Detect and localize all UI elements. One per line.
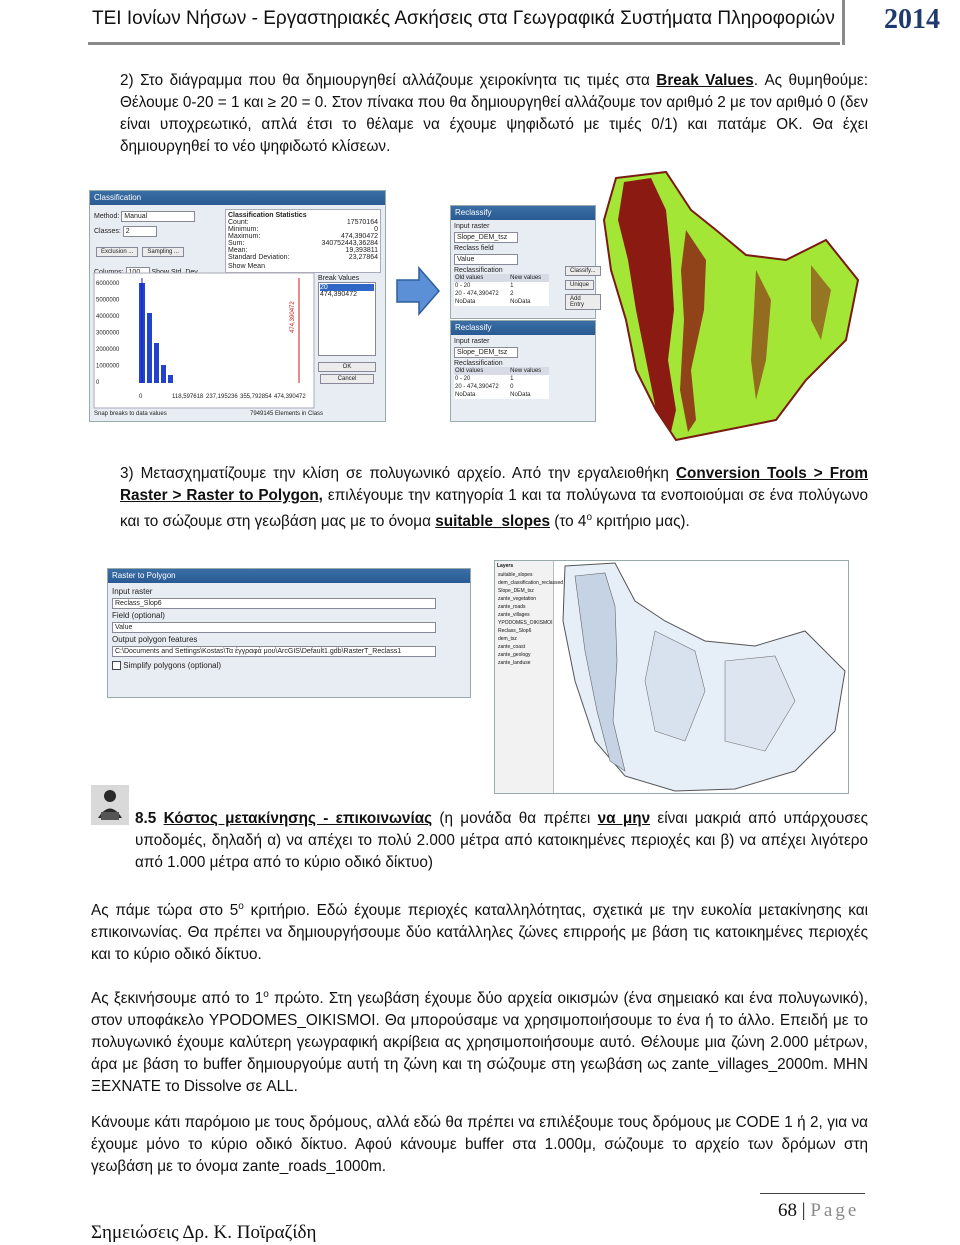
x-tick-2: 237,195236 bbox=[206, 394, 238, 400]
method-select: Manual bbox=[121, 211, 195, 222]
y-tick-label: 6000000 bbox=[96, 281, 120, 287]
y-tick-label: 4000000 bbox=[96, 314, 120, 320]
suitable-slopes-name: suitable_slopes bbox=[435, 513, 550, 531]
arcmap-screenshot bbox=[494, 560, 849, 794]
toc-layer-item: Reclass_Slop6 bbox=[498, 628, 532, 634]
x-tick-1: 118,597618 bbox=[172, 394, 204, 400]
toc-layer-item: zante_roads bbox=[498, 604, 526, 610]
page-number: 68 | Page bbox=[778, 1200, 860, 1221]
break-value-1: 474,390472 bbox=[320, 291, 357, 298]
toc-layer-item: zante_villages bbox=[498, 612, 530, 618]
slope-reclass-map bbox=[596, 170, 862, 460]
footer-rule bbox=[760, 1193, 865, 1194]
paragraph-criterion-5: Ας πάμε τώρα στο $5^o$ κριτήριο. Εδώ έχουμε περιοχές καταλληλότητας, σχετικά με την ευκολία μετακίνησης και επικοινωνίας. Θα πρέπει να δημιουργήσουμε δύο κατάλληλες ζώνες επιρροής με βάση τις κατοικημένες περιοχές και το κύριο οδικό δίκτυο. bbox=[91, 901, 868, 964]
stat-row: Mean: 19,393811 bbox=[228, 247, 378, 254]
paragraph-break-values: 2) Στο διάγραμμα που θα δημιουργηθεί αλλάζουμε χειροκίνητα τις τιμές στα Break Values. Ας θυμηθούμε: Θέλουμε 0-20 = 1 και ≥ 20 = 0. Στον πίνακα που θα δημιουργηθεί αλλάζουμε τον αριθμό 2 με τον αριθμό 0 (δεν είναι υποχρεωτικό, απλά έτσι το θέλαμε να έχουμε ψηφιδωτό με τιμές 0/1) και πατάμε ΟΚ. Θα έχει δημιουργηθεί το νέο ψηφιδωτό κλίσεων. bbox=[120, 72, 868, 155]
ok-button: OK bbox=[318, 362, 376, 372]
person-at-computer-icon bbox=[91, 785, 129, 825]
histogram-chart bbox=[94, 273, 314, 408]
toc-layer-item: zante_geology bbox=[498, 652, 531, 658]
simplify-checkbox bbox=[112, 661, 121, 670]
paragraph-roads-buffer: Κάνουμε κάτι παρόμοιο με τους δρόμους, αλλά εδώ θα πρέπει να επιλέξουμε τους δρόμους με CODE 1 ή 2, για να έχουμε μόνο το κύριο οδικό δίκτυο. Αφού κάνουμε buffer στα 1.000μ, σώζουμε το αρχείο των δρόμων στη γεωβάση με το όνομα zante_roads_1000m. bbox=[91, 1114, 868, 1175]
y-tick-label: 0 bbox=[96, 380, 100, 386]
reclassify-dialog-bottom: Reclassify Input raster Slope_DEM_tsz Reclassification Old values New values 0 - 20 1 20 - 474,390472 0 NoData NoData bbox=[450, 320, 596, 422]
page-header bbox=[0, 0, 960, 52]
toc-layer-item: zante_landuse bbox=[498, 660, 531, 666]
toc-layer-item: Slope_DEM_tsz bbox=[498, 588, 534, 594]
toc-layer-item: dem_tsz bbox=[498, 636, 517, 642]
stat-row: Maximum: 474,390472 bbox=[228, 233, 378, 240]
classification-stats: Classification Statistics Count: 17570164 Minimum: 0 Maximum: 474,390472 Sum: 340752443,36284 Mean: 19,393811 Standard Deviation: 23,27864 Show Mean bbox=[225, 209, 381, 273]
header-year: 2014 bbox=[884, 4, 940, 35]
table-of-contents: Layers suitable_slopes dem_classification_reclassed Slope_DEM_tsz zante_vegetation zante_roads zante_villages YPODOMES_OIKISMOI Reclass_Slop6 dem_tsz zante_coast zante_geology zante_landuse bbox=[495, 561, 554, 793]
x-tick-0: 0 bbox=[139, 394, 143, 400]
conversion-tools-path: Conversion Tools > From Raster > Raster to Polygon, bbox=[120, 465, 868, 504]
y-tick-label: 1000000 bbox=[96, 363, 120, 370]
section-8-5: 8.5 Κόστος μετακίνησης - επικοινωνίας (η μονάδα θα πρέπει να μην είναι μακριά από υπάρχουσες υποδομές, δηλαδή α) να απέχει το πολύ 2.000 μέτρα από κατοικημένες περιοχές και β) να απέχει λιγότερο από 1.000 μέτρα από το κύριο οδικό δίκτυο) bbox=[135, 810, 869, 871]
header-title: ΤΕΙ Ιονίων Νήσων - Εργαστηριακές Ασκήσεις στα Γεωγραφικά Συστήματα Πληροφοριών bbox=[92, 8, 835, 29]
toc-layer-item: zante_coast bbox=[498, 644, 525, 650]
footer-author-note: Σημειώσεις Δρ. Κ. Ποϊραζίδη bbox=[91, 1222, 317, 1243]
x-tick-4: 474,390472 bbox=[274, 394, 306, 400]
x-tick-3: 355,792854 bbox=[240, 394, 272, 400]
y-tick-label: 3000000 bbox=[96, 330, 120, 337]
polygon-map bbox=[555, 561, 848, 793]
raster-to-polygon-dialog: Raster to Polygon Input raster Reclass_Slop6 Field (optional) Value Output polygon features C:\Documents and Settings\Kostas\Τα έγγραφά μου\ArcGIS\Default1.gdb\RasterT_Reclass1 Simplify polygons (optional) bbox=[107, 568, 471, 698]
classification-title: Classification bbox=[90, 191, 385, 205]
exclusion-button: Exclusion ... bbox=[96, 247, 138, 257]
header-divider bbox=[842, 0, 845, 45]
arrow-right-icon bbox=[397, 268, 439, 314]
toc-layer-item: suitable_slopes bbox=[498, 572, 533, 578]
break-values-panel: Break Values 20 474,390472 OK Cancel bbox=[318, 275, 376, 386]
classes-select: 2 bbox=[123, 226, 157, 237]
break-value-0: 20 bbox=[320, 284, 374, 291]
y-tick-label: 2000000 bbox=[96, 347, 120, 353]
toc-layer-item: dem_classification_reclassed bbox=[498, 580, 564, 586]
raster-to-polygon-title: Raster to Polygon bbox=[108, 569, 470, 583]
break-marker-label: 474,390472 bbox=[290, 301, 296, 333]
paragraph-raster-to-polygon: 3) Μετασχηματίζουμε την κλίση σε πολυγωνικό αρχείο. Από την εργαλειοθήκη Conversion Tools > From Raster > Raster to Polygon, επιλέγουμε την κατηγορία 1 και τα πολύγωνα τα ενοποιούμαι σε ένα πολύγωνο και το σώζουμε στη γεωβάση μας με το όνομα suitable_slopes (το $4^o$ κριτήριο μας). bbox=[120, 465, 868, 531]
section-8-5-title: Κόστος μετακίνησης - επικοινωνίας bbox=[163, 810, 433, 827]
sampling-button: Sampling ... bbox=[142, 247, 184, 257]
paragraph-villages-buffer: Ας ξεκινήσουμε από το $1^o$ πρώτο. Στη γεωβάση έχουμε δύο αρχεία οικισμών (ένα σημειακό και ένα πολυγωνικό), στον υποφάκελο YPODOMES_OIKISMOI. Θα μπορούσαμε να χρησιμοποιήσουμε το ένα ή το άλλο. Επειδή με το πολυγωνικό έχουμε καλύτερη γεωγραφική ακρίβεια ας χρησιμοποιήσουμε αυτό. Θέλουμε μια ζώνη 2.000 μέτρων, άρα με βάση το buffer δημιουργούμε αυτή τη ζώνη και τη σώζουμε στη γεωβάση ως zante_villages_2000m. ΜΗΝ ΞΕΧΝΑΤΕ το Dissolve σε ALL. bbox=[91, 989, 868, 1096]
stat-row: Count: 17570164 bbox=[228, 219, 378, 226]
stat-row: Standard Deviation: 23,27864 bbox=[228, 254, 378, 261]
y-tick-label: 5000000 bbox=[96, 297, 120, 304]
reclassify-dialog-top: Reclassify Input raster Slope_DEM_tsz Reclass field Value Reclassification Old values New values 0 - 20 1 20 - 474,390472 2 NoData NoData Classify... Unique Add Entry bbox=[450, 205, 596, 319]
toc-layer-item: YPODOMES_OIKISMOI bbox=[498, 620, 553, 626]
toc-layer-item: zante_vegetation bbox=[498, 596, 537, 602]
header-rule bbox=[88, 42, 840, 45]
reclass-table-bottom: Old values New values 0 - 20 1 20 - 474,390472 0 NoData NoData bbox=[454, 367, 549, 399]
break-values-link: Break Values bbox=[656, 72, 754, 89]
reclass-table-top: Old values New values 0 - 20 1 20 - 474,390472 2 NoData NoData bbox=[454, 274, 549, 306]
cancel-button: Cancel bbox=[320, 374, 374, 384]
classification-dialog-screenshot: Classification Method: Manual Classes: 2 Exclusion ... Sampling ... Classification Statistics Count: 17570164 Minimum: 0 Maximum: 474,390472 Sum: 340752443,36284 Mean: 19,393811 Standard Deviation: 23,27864 Show Mean 6000000 5000000 4000000 3000000 2000000 1000000 0 0 118,597618 237,195236 355,792854 474,390472 474,390472 Break Values 20 474,390472 OK Cancel Snap breaks to data values 7949145 Elements in Class bbox=[89, 190, 386, 422]
stat-row: Sum: 340752443,36284 bbox=[228, 240, 378, 247]
stat-row: Minimum: 0 bbox=[228, 226, 378, 233]
